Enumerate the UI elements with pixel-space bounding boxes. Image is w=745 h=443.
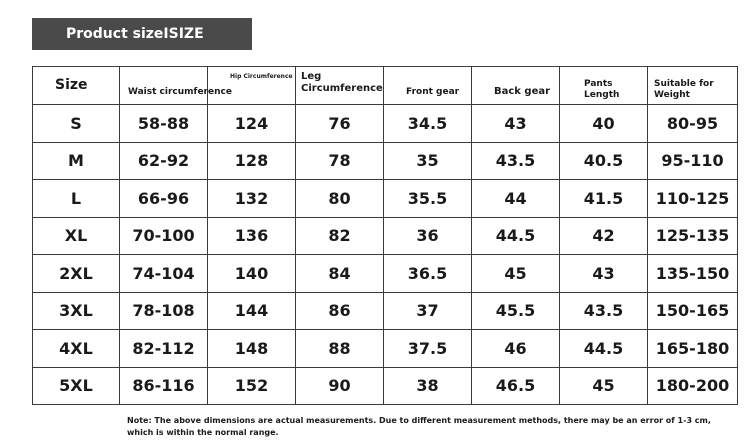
table-cell: 37: [384, 292, 472, 330]
table-cell: 46: [472, 330, 560, 368]
table-cell: 45: [560, 367, 648, 405]
size-cell: 2XL: [33, 255, 120, 293]
size-cell: XL: [33, 217, 120, 255]
table-cell: 36: [384, 217, 472, 255]
header-back-gear: Back gear: [472, 67, 560, 105]
table-cell: 45: [472, 255, 560, 293]
table-cell: 40: [560, 105, 648, 143]
table-cell: 95-110: [648, 142, 738, 180]
table-cell: 78: [296, 142, 384, 180]
table-row: [33, 142, 738, 180]
table-cell: 43: [560, 255, 648, 293]
table-cell: 58-88: [120, 105, 208, 143]
table-row: [33, 105, 738, 143]
table-cell: 82-112: [120, 330, 208, 368]
table-header-row: [33, 67, 738, 105]
table-row: [33, 180, 738, 218]
table-row: [33, 367, 738, 405]
table-cell: 136: [208, 217, 296, 255]
size-cell: 4XL: [33, 330, 120, 368]
table-cell: 140: [208, 255, 296, 293]
table-cell: 84: [296, 255, 384, 293]
header-size: Size: [33, 67, 120, 105]
table-cell: 44: [472, 180, 560, 218]
table-cell: 42: [560, 217, 648, 255]
table-cell: 180-200: [648, 367, 738, 405]
table-cell: 86-116: [120, 367, 208, 405]
table-cell: 132: [208, 180, 296, 218]
table-cell: 165-180: [648, 330, 738, 368]
table-cell: 44.5: [560, 330, 648, 368]
table-cell: 40.5: [560, 142, 648, 180]
size-cell: 3XL: [33, 292, 120, 330]
table-cell: 36.5: [384, 255, 472, 293]
table-cell: 70-100: [120, 217, 208, 255]
table-cell: 135-150: [648, 255, 738, 293]
size-cell: M: [33, 142, 120, 180]
table-cell: 144: [208, 292, 296, 330]
table-cell: 82: [296, 217, 384, 255]
table-cell: 62-92: [120, 142, 208, 180]
table-cell: 43.5: [472, 142, 560, 180]
table-cell: 38: [384, 367, 472, 405]
table-cell: 80-95: [648, 105, 738, 143]
measurement-note: Note: The above dimensions are actual measurements. Due to different measurement methods, there may be an error of 1-3 cm, which is within the normal range.: [127, 416, 711, 437]
table-cell: 125-135: [648, 217, 738, 255]
table-cell: 74-104: [120, 255, 208, 293]
table-cell: 37.5: [384, 330, 472, 368]
header-leg-circumference: Leg Circumference: [296, 67, 384, 105]
header-pants-length: Pants Length: [560, 67, 648, 105]
table-cell: 86: [296, 292, 384, 330]
table-cell: 34.5: [384, 105, 472, 143]
table-row: [33, 330, 738, 368]
table-cell: 76: [296, 105, 384, 143]
table-cell: 35.5: [384, 180, 472, 218]
table-cell: 90: [296, 367, 384, 405]
table-cell: 148: [208, 330, 296, 368]
table-cell: 35: [384, 142, 472, 180]
table-cell: 88: [296, 330, 384, 368]
size-chart-table: [32, 66, 738, 405]
table-cell: 43: [472, 105, 560, 143]
table-cell: 110-125: [648, 180, 738, 218]
header-suitable-weight: Suitable for Weight: [648, 67, 738, 105]
size-cell: S: [33, 105, 120, 143]
table-cell: 80: [296, 180, 384, 218]
table-cell: 46.5: [472, 367, 560, 405]
table-row: [33, 255, 738, 293]
table-cell: 152: [208, 367, 296, 405]
table-cell: 41.5: [560, 180, 648, 218]
table-cell: 78-108: [120, 292, 208, 330]
table-row: [33, 292, 738, 330]
table-cell: 44.5: [472, 217, 560, 255]
table-cell: 128: [208, 142, 296, 180]
header-hip-circumference: Hip Circumference: [208, 67, 296, 105]
header-waist-circumference: Waist circumference: [120, 67, 208, 105]
size-cell: 5XL: [33, 367, 120, 405]
table-cell: 66-96: [120, 180, 208, 218]
table-cell: 150-165: [648, 292, 738, 330]
size-cell: L: [33, 180, 120, 218]
table-cell: 45.5: [472, 292, 560, 330]
header-front-gear: Front gear: [384, 67, 472, 105]
table-cell: 43.5: [560, 292, 648, 330]
table-cell: 124: [208, 105, 296, 143]
table-body: [33, 105, 738, 405]
table-row: [33, 217, 738, 255]
page-title-banner: Product sizeISIZE: [32, 18, 252, 50]
